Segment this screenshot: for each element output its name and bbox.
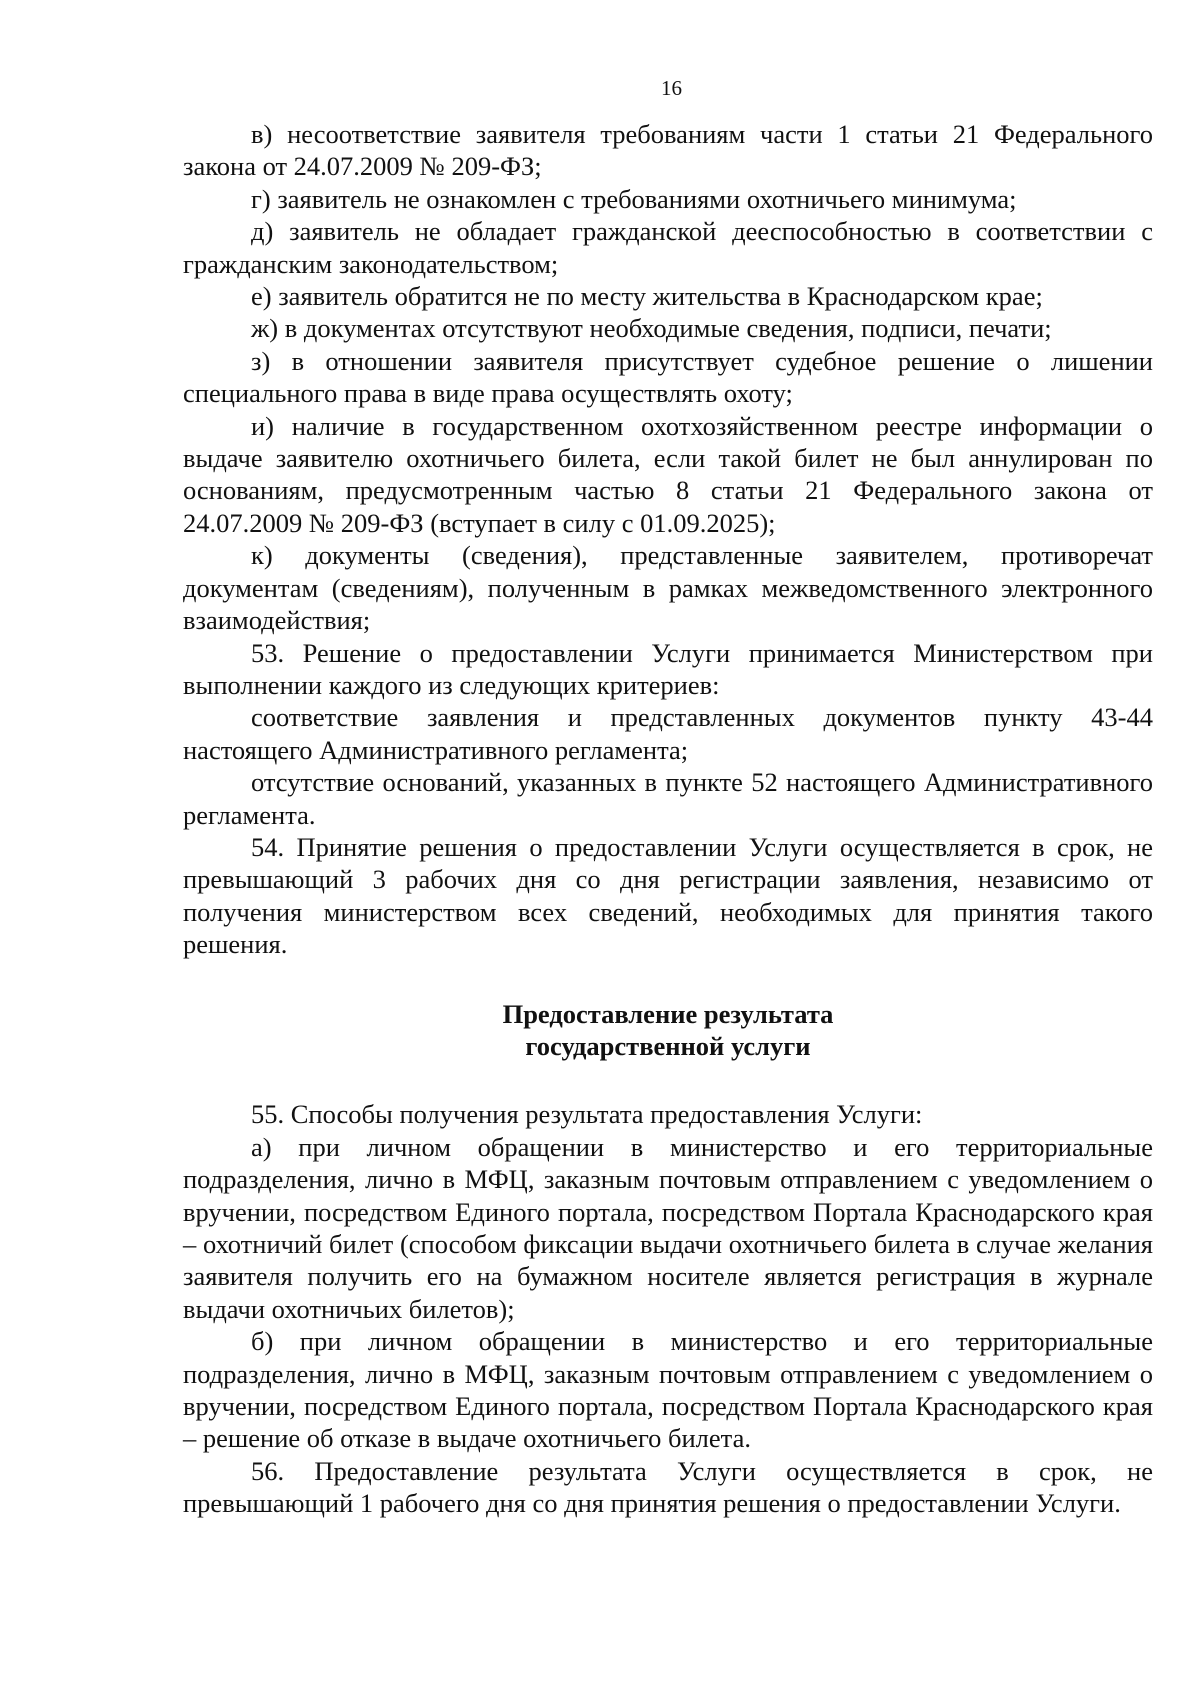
- section-heading: [183, 998, 1153, 1063]
- clause-e: е) заявитель обратится не по месту жительства в Краснодарском крае;: [251, 281, 1043, 312]
- item-53-criterion-2: отсутствие оснований, указанных в пункте 52 настоящего Административного регламента.: [183, 767, 1153, 830]
- item-55-option-a: а) при личном обращении в министерство и его территориальные подразделения, лично в МФЦ, заказным почтовым отправлением с уведомлением о вручении, посредством Единого портала, посредством Портала Краснодарского края – охотничий билет (способом фиксации выдачи охотничьего билета в случае желания заявителя получить его на бумажном носителе является регистрация в журнале выдачи охотничьих билетов);: [183, 1131, 1153, 1324]
- item-55: 55. Способы получения результата предоставления Услуги:: [251, 1099, 923, 1130]
- page-number: 16: [661, 76, 682, 100]
- item-53-criterion-1: соответствие заявления и представленных документов пункту 43-44 настоящего Административного регламента;: [183, 702, 1153, 765]
- clause-i: и) наличие в государственном охотхозяйственном реестре информации о выдаче заявителю охотничьего билета, если такой билет не был аннулирован по основаниям, предусмотренным частью 8 статьи 21 Федерального закона от 24.07.2009 № 209-ФЗ (вступает в силу с 01.09.2025);: [183, 410, 1153, 538]
- section-heading-line-2: государственной услуги: [525, 1030, 811, 1061]
- item-54: 54. Принятие решения о предоставлении Услуги осуществляется в срок, не превышающий 3 рабочих дня со дня регистрации заявления, независимо от получения министерством всех сведений, необходимых для принятия такого решения.: [183, 831, 1153, 960]
- section-heading-line-1: Предоставление результата: [502, 998, 834, 1029]
- item-55-option-b: б) при личном обращении в министерство и его территориальные подразделения, лично в МФЦ, заказным почтовым отправлением с уведомлением о вручении, посредством Единого портала, посредством Портала Краснодарского края – решение об отказе в выдаче охотничьего билета.: [183, 1326, 1153, 1454]
- document-body: [183, 118, 1153, 1520]
- clause-z: з) в отношении заявителя присутствует судебное решение о лишении специального права в виде права осуществлять охоту;: [183, 345, 1153, 409]
- clause-g: г) заявитель не ознакомлен с требованиями охотничьего минимума;: [251, 183, 1017, 214]
- clause-k: к) документы (сведения), представленные заявителем, противоречат документам (сведениям), полученным в рамках межведомственного электронного взаимодействия;: [183, 540, 1153, 636]
- clause-zh: ж) в документах отсутствуют необходимые сведения, подписи, печати;: [251, 313, 1052, 344]
- item-56: 56. Предоставление результата Услуги осуществляется в срок, не превышающий 1 рабочего дня со дня принятия решения о предоставлении Услуги.: [183, 1455, 1153, 1519]
- clause-d: д) заявитель не обладает гражданской дееспособностью в соответствии с гражданским законодательством;: [183, 216, 1153, 279]
- item-53: 53. Решение о предоставлении Услуги принимается Министерством при выполнении каждого из следующих критериев:: [183, 637, 1153, 700]
- clause-v: в) несоответствие заявителя требованиям части 1 статьи 21 Федерального закона от 24.07.2009 № 209-ФЗ;: [183, 119, 1153, 182]
